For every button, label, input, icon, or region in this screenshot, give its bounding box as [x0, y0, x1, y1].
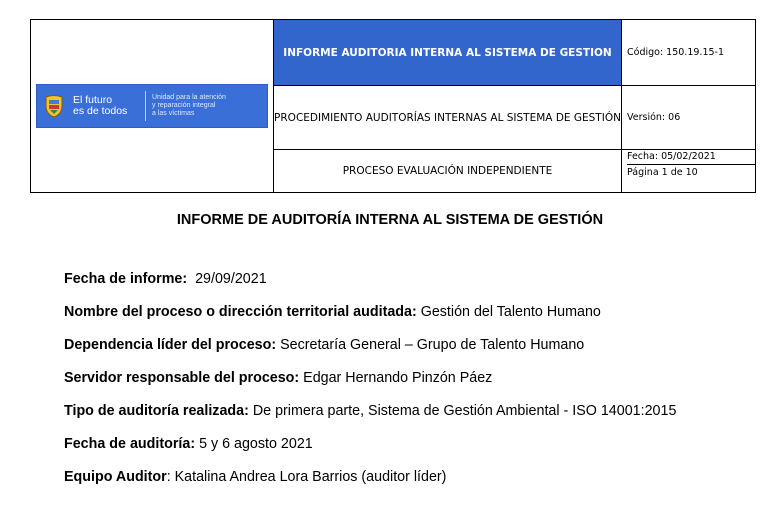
header-version: Versión: 06 — [622, 86, 756, 150]
header-title: INFORME AUDITORIA INTERNA AL SISTEMA DE GESTION — [274, 20, 622, 86]
logo-sub-text — [152, 94, 262, 118]
document-title: INFORME DE AUDITORÍA INTERNA AL SISTEMA DE GESTIÓN — [176, 212, 604, 228]
field-lead-department — [64, 337, 716, 354]
field-value: 29/09/2021 — [187, 271, 267, 287]
field-value: De primera parte, Sistema de Gestión Ambiental - ISO 14001:2015 — [248, 403, 677, 419]
field-value: Gestión del Talento Humano — [416, 304, 601, 320]
field-value: : Katalina Andrea Lora Barrios (auditor líder) — [166, 469, 447, 485]
field-label: Fecha de informe: — [64, 271, 188, 287]
field-audit-team — [64, 469, 716, 486]
header-procedure: PROCEDIMIENTO AUDITORÍAS INTERNAS AL SISTEMA DE GESTIÓN — [274, 86, 622, 150]
logo-main-line-2: es de todos — [73, 105, 128, 117]
header-date: Fecha: 05/02/2021 — [627, 150, 755, 165]
field-report-date — [64, 271, 716, 288]
field-label: Nombre del proceso o dirección territorial auditada: — [64, 304, 417, 320]
report-fields — [64, 271, 716, 502]
field-audit-date — [64, 436, 716, 453]
coat-of-arms-icon — [43, 93, 65, 119]
logo-divider — [145, 91, 146, 121]
logo-sub-line-2: y reparación integral — [152, 102, 216, 109]
field-audited-process — [64, 304, 716, 321]
logo-sub-line-3: a las víctimas — [152, 110, 195, 117]
field-label: Equipo Auditor — [64, 469, 167, 485]
header-code: Código: 150.19.15-1 — [622, 20, 756, 86]
field-label: Fecha de auditoría: — [64, 436, 196, 452]
field-responsible-official — [64, 370, 716, 387]
field-audit-type — [64, 403, 716, 420]
document-header-table — [30, 19, 756, 193]
logo-cell — [31, 20, 274, 193]
field-label: Dependencia líder del proceso: — [64, 337, 277, 353]
field-label: Tipo de auditoría realizada: — [64, 403, 249, 419]
header-date-page-cell — [622, 150, 756, 193]
field-value: Secretaría General – Grupo de Talento Humano — [276, 337, 585, 353]
logo-sub-line-1: Unidad para la atención — [152, 94, 226, 101]
logo-main-line-1: El futuro — [73, 94, 113, 106]
header-page: Página 1 de 10 — [627, 167, 698, 178]
institution-logo — [36, 84, 268, 128]
logo-main-text — [73, 95, 141, 117]
field-value: 5 y 6 agosto 2021 — [195, 436, 313, 452]
field-label: Servidor responsable del proceso: — [64, 370, 300, 386]
header-process: PROCESO EVALUACIÓN INDEPENDIENTE — [274, 150, 622, 193]
field-value: Edgar Hernando Pinzón Páez — [299, 370, 493, 386]
